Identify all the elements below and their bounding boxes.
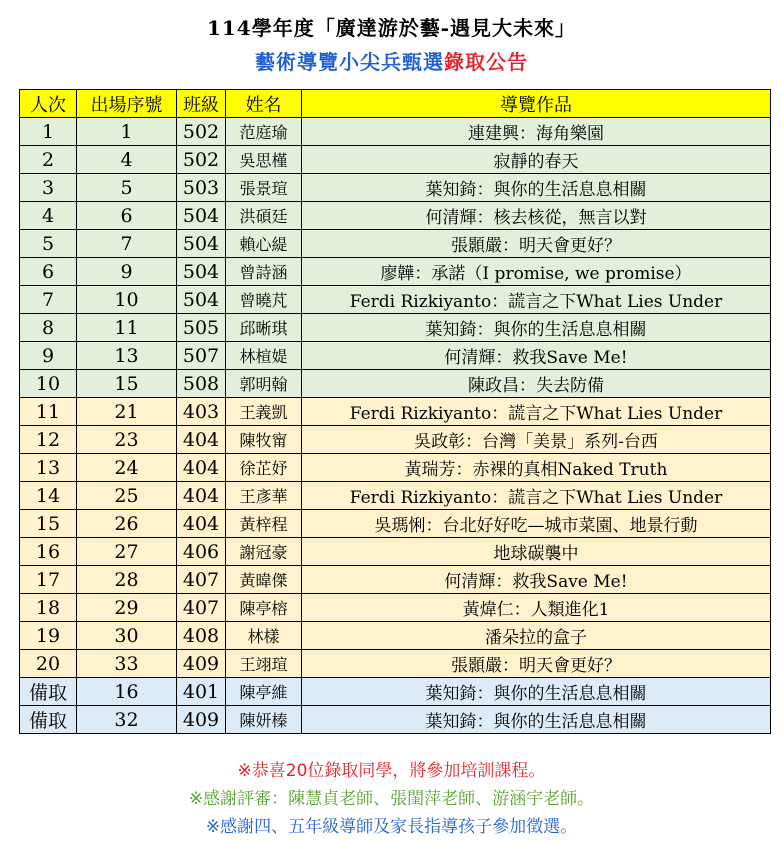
cell-rank: 8 [20,314,77,342]
cell-order: 13 [77,342,177,370]
cell-work: 何清輝：核去核從，無言以對 [302,202,771,230]
cell-work: 張顥嚴：明天會更好？ [302,650,771,678]
cell-order: 23 [77,426,177,454]
table-row [20,706,771,734]
cell-order: 25 [77,482,177,510]
cell-name: 張景瑄 [226,174,302,202]
table-header-row [20,90,771,118]
cell-class: 404 [177,454,226,482]
header-rank: 人次 [20,90,77,118]
cell-name: 陳牧甯 [226,426,302,454]
cell-class: 407 [177,594,226,622]
note-thanks: ※感謝四、五年級導師及家長指導孩子參加徵選。 [205,817,578,837]
cell-class: 404 [177,426,226,454]
note-congrats: ※恭喜20位錄取同學，將參加培訓課程。 [237,761,546,781]
cell-class: 403 [177,398,226,426]
cell-order: 15 [77,370,177,398]
cell-name: 賴心緹 [226,230,302,258]
cell-order: 7 [77,230,177,258]
cell-work: 吳政彰：台灣「美景」系列-台西 [302,426,771,454]
cell-class: 502 [177,118,226,146]
table-row [20,370,771,398]
cell-name: 吳思槿 [226,146,302,174]
cell-name: 邱晰琪 [226,314,302,342]
cell-class: 504 [177,202,226,230]
cell-class: 505 [177,314,226,342]
cell-work: 廖韡：承諾（I promise, we promise） [302,258,771,286]
table-row [20,678,771,706]
table-row [20,510,771,538]
cell-rank: 16 [20,538,77,566]
cell-class: 503 [177,174,226,202]
cell-name: 王義凱 [226,398,302,426]
cell-order: 30 [77,622,177,650]
table-row [20,566,771,594]
cell-class: 407 [177,566,226,594]
cell-work: 何清輝：救我Save Me! [302,566,771,594]
table-row [20,594,771,622]
cell-name: 徐芷妤 [226,454,302,482]
cell-work: 連建興：海角樂園 [302,118,771,146]
cell-name: 洪碩廷 [226,202,302,230]
cell-name: 謝冠豪 [226,538,302,566]
cell-class: 406 [177,538,226,566]
cell-class: 408 [177,622,226,650]
table-row [20,174,771,202]
cell-name: 郭明翰 [226,370,302,398]
cell-work: 寂靜的春天 [302,146,771,174]
note-judges: ※感謝評審：陳慧貞老師、張閨萍老師、游涵宇老師。 [188,789,595,809]
table-row [20,650,771,678]
cell-rank: 備取 [20,678,77,706]
announcement-subtitle [0,46,783,75]
cell-work: 葉知錡：與你的生活息息相關 [302,706,771,734]
cell-rank: 12 [20,426,77,454]
cell-class: 504 [177,258,226,286]
cell-rank: 2 [20,146,77,174]
cell-rank: 17 [20,566,77,594]
cell-name: 陳妍榛 [226,706,302,734]
cell-rank: 20 [20,650,77,678]
table-row [20,342,771,370]
cell-rank: 13 [20,454,77,482]
cell-work: 張顥嚴：明天會更好？ [302,230,771,258]
cell-order: 28 [77,566,177,594]
cell-rank: 15 [20,510,77,538]
table-row [20,118,771,146]
cell-order: 10 [77,286,177,314]
cell-name: 陳亭榕 [226,594,302,622]
cell-class: 502 [177,146,226,174]
cell-order: 33 [77,650,177,678]
cell-rank: 3 [20,174,77,202]
cell-work: 黃瑞芳：赤裸的真相Naked Truth [302,454,771,482]
cell-order: 9 [77,258,177,286]
header-name: 姓名 [226,90,302,118]
cell-name: 黃暐傑 [226,566,302,594]
header-class: 班級 [177,90,226,118]
table-row [20,314,771,342]
cell-name: 王彥華 [226,482,302,510]
cell-class: 504 [177,286,226,314]
announcement-title: 114學年度「廣達游於藝-遇見大未來」 [206,16,577,40]
table-row [20,482,771,510]
table-row [20,538,771,566]
table-row [20,426,771,454]
cell-class: 404 [177,510,226,538]
table-row [20,398,771,426]
cell-class: 409 [177,650,226,678]
table-row [20,286,771,314]
cell-rank: 10 [20,370,77,398]
cell-order: 4 [77,146,177,174]
cell-rank: 18 [20,594,77,622]
cell-order: 24 [77,454,177,482]
cell-name: 陳亭維 [226,678,302,706]
cell-work: 潘朵拉的盒子 [302,622,771,650]
cell-order: 21 [77,398,177,426]
footnotes [0,757,783,841]
cell-order: 11 [77,314,177,342]
cell-work: 葉知錡：與你的生活息息相關 [302,174,771,202]
cell-work: Ferdi Rizkiyanto：謊言之下What Lies Under [302,398,771,426]
cell-rank: 4 [20,202,77,230]
cell-work: 陳政昌：失去防備 [302,370,771,398]
header-order: 出場序號 [77,90,177,118]
table-row [20,454,771,482]
cell-work: Ferdi Rizkiyanto：謊言之下What Lies Under [302,482,771,510]
table-row [20,622,771,650]
cell-rank: 9 [20,342,77,370]
cell-work: 葉知錡：與你的生活息息相關 [302,314,771,342]
cell-work: 黃煒仁：人類進化1 [302,594,771,622]
cell-order: 27 [77,538,177,566]
cell-work: 地球碳襲中 [302,538,771,566]
cell-name: 林楦媞 [226,342,302,370]
subtitle-program: 藝術導覽小尖兵甄選 [255,50,444,74]
cell-name: 曾詩涵 [226,258,302,286]
cell-rank: 7 [20,286,77,314]
cell-class: 507 [177,342,226,370]
cell-name: 曾曉芃 [226,286,302,314]
cell-order: 1 [77,118,177,146]
cell-order: 5 [77,174,177,202]
table-row [20,230,771,258]
cell-name: 林樣 [226,622,302,650]
cell-work: 吳瑪悧：台北好好吃—城市菜園、地景行動 [302,510,771,538]
cell-work: 葉知錡：與你的生活息息相關 [302,678,771,706]
cell-rank: 備取 [20,706,77,734]
table-row [20,258,771,286]
cell-work: Ferdi Rizkiyanto：謊言之下What Lies Under [302,286,771,314]
cell-work: 何清輝：救我Save Me! [302,342,771,370]
cell-rank: 11 [20,398,77,426]
cell-order: 32 [77,706,177,734]
cell-rank: 14 [20,482,77,510]
cell-class: 404 [177,482,226,510]
table-row [20,202,771,230]
header-work: 導覽作品 [302,90,771,118]
cell-rank: 1 [20,118,77,146]
admission-table [19,89,771,734]
cell-class: 508 [177,370,226,398]
cell-class: 504 [177,230,226,258]
cell-order: 29 [77,594,177,622]
cell-rank: 6 [20,258,77,286]
cell-rank: 19 [20,622,77,650]
cell-class: 409 [177,706,226,734]
cell-name: 黃梓程 [226,510,302,538]
cell-name: 范庭瑜 [226,118,302,146]
subtitle-admission: 錄取公告 [444,50,528,74]
cell-rank: 5 [20,230,77,258]
cell-class: 401 [177,678,226,706]
cell-order: 26 [77,510,177,538]
cell-order: 16 [77,678,177,706]
cell-order: 6 [77,202,177,230]
table-row [20,146,771,174]
cell-name: 王翊瑄 [226,650,302,678]
